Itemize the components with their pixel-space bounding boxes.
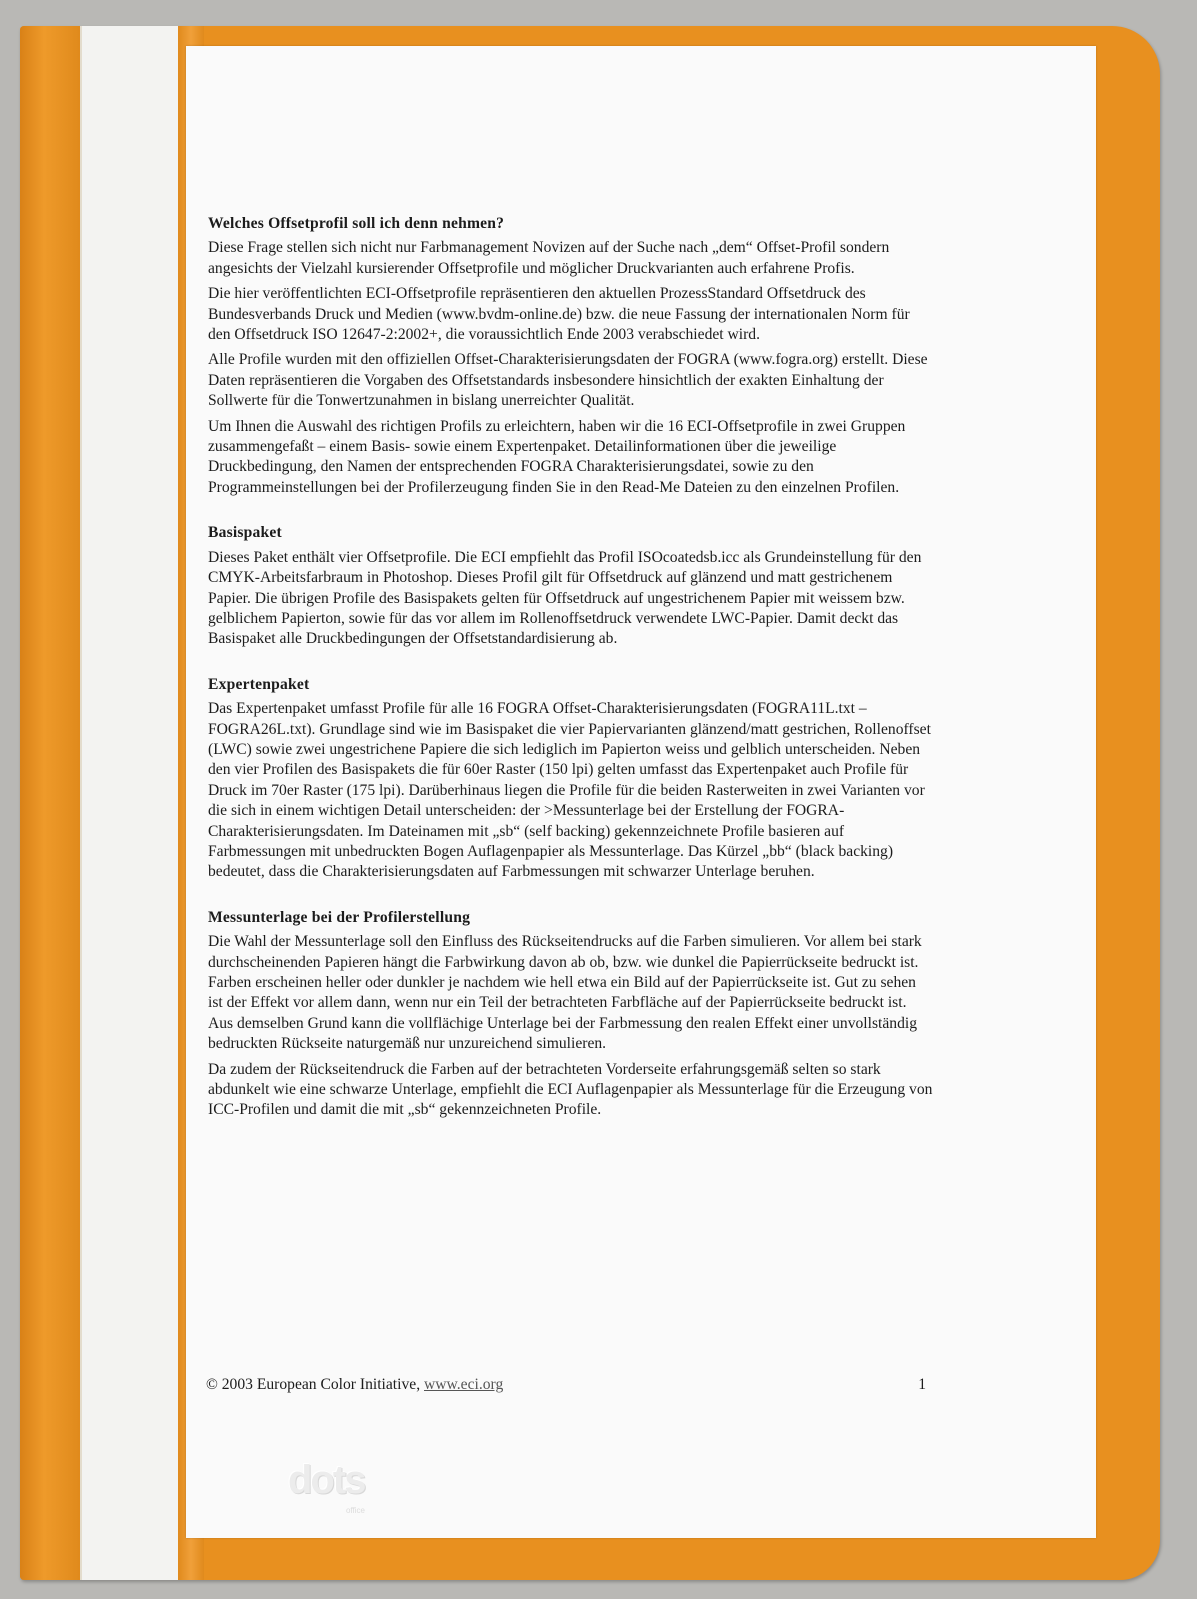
document-footer [206, 1376, 926, 1394]
document-sheet [186, 46, 1096, 1538]
paragraph: Da zudem der Rückseitendruck die Farben auf der betrachteten Vorderseite erfahrungsgemäß selten so stark abdunkelt wie eine schwarze Unterlage, empfiehlt die ECI Auflagenpapier als Messunterlage für die Erzeugung von ICC-Profilen und damit die mit „sb“ gekennzeichneten Profile. [208, 1060, 933, 1119]
section-messunterlage [208, 908, 933, 1121]
paragraph: Die hier veröffentlichten ECI-Offsetprofile repräsentieren den aktuellen ProzessStandard Offsetdruck des Bundesverbands Druck und Medien (www.bvdm-online.de) bzw. die neue Fassung der internationalen Norm für den Offsetdruck ISO 12647-2:2002+, die voraussichtlich Ende 2003 verabschiedet wird. [208, 285, 910, 344]
dots-logo-sub: office [346, 1506, 365, 1515]
section-heading: Messunterlage bei der Profilerstellung [208, 908, 471, 926]
dots-logo: dots [288, 1458, 365, 1502]
copyright-text: © 2003 European Color Initiative, [206, 1376, 424, 1393]
paragraph: Alle Profile wurden mit den offiziellen Offset-Charakterisierungsdaten der FOGRA (www.fogra.org) erstellt. Diese Daten repräsentieren die Vorgaben des Offsetstandards insbesondere hinsichtlich der exakten Einhaltung der Sollwerte für die Tonwertzunahmen in bislang unerreichter Qualität. [208, 351, 928, 410]
paragraph: Diese Frage stellen sich nicht nur Farbmanagement Novizen auf der Suche nach „dem“ Offset-Profil sondern angesichts der Vielzahl kursierender Offsetprofile und möglicher Druckvarianten auch erfahrene Profis. [208, 239, 890, 277]
folder-label-strip [80, 26, 182, 1580]
section-expertenpaket [208, 675, 933, 883]
eci-link[interactable]: www.eci.org [424, 1376, 504, 1393]
section-heading: Basispaket [208, 524, 282, 542]
folder-spine-edge [20, 26, 80, 1580]
section-basispaket [208, 523, 933, 649]
paragraph: Dieses Paket enthält vier Offsetprofile. Die ECI empfiehlt das Profil ISOcoatedsb.icc als Grundeinstellung für den CMYK-Arbeitsfarbraum in Photoshop. Dieses Profil gilt für Offsetdruck auf glänzend und matt gestrichenem Papier. Die übrigen Profile des Basispakets gelten für Offsetdruck auf ungestrichenem Papier mit weissem bzw. gelblichem Papierton, sowie für das vor allem im Rollenoffsetdruck verwendete LWC-Papier. Damit deckt das Basispaket alle Druckbedingungen der Offsetstandardisierung ab. [208, 548, 922, 648]
section-offsetprofil [208, 214, 933, 498]
section-heading: Welches Offsetprofil soll ich denn nehmen? [208, 215, 505, 232]
paragraph: Die Wahl der Messunterlage soll den Einfluss des Rückseitendrucks auf die Farben simulieren. Vor allem bei stark durchscheinenden Papieren hängt die Farbwirkung davon ab ob, bzw. wie dunkel die Papierrückseite bedruckt ist. Farben erscheinen heller oder dunkler je nachdem wie hell etwa ein Bild auf der Papierrückseite ist. Gut zu sehen ist der Effekt vor allem dann, wenn nur ein Teil der betrachteten Farbfläche auf der Papierrückseite bedruckt ist. Aus demselben Grund kann die vollflächige Unterlage bei der Farbmessung den realen Effekt einer unvollständig bedruckten Rückseite naturgemäß nur unzureichend simulieren. [208, 933, 922, 1053]
paragraph: Das Expertenpaket umfasst Profile für alle 16 FOGRA Offset-Charakterisierungsdaten (FOGRA11L.txt – FOGRA26L.txt). Grundlage sind wie im Basispaket die vier Papiervarianten glänzend/matt gestrichen, Rollenoffset (LWC) sowie zwei ungestrichene Papiere die sich lediglich im Papierton weiss und gelblich unterscheiden. Neben den vier Profilen des Basispakets die für 60er Raster (150 lpi) gelten umfasst das Expertenpaket auch Profile für Druck im 70er Raster (175 lpi). Darüberhinaus liegen die Profile für die beiden Rasterweiten in zwei Varianten vor die sich in einem wichtigen Detail unterscheiden: der >Messunterlage bei der Erstellung der FOGRA-Charakterisierungsdaten. Im Dateinamen mit „sb“ (self backing) gekennzeichnete Profile basieren auf Farbmessungen mit unbedruckten Bogen Auflagenpapier als Messunterlage. Das Kürzel „bb“ (black backing) bedeutet, dass die Charakterisierungsdaten auf Farbmessungen mit schwarzer Unterlage beruhen. [208, 700, 931, 881]
document-content [208, 214, 933, 1146]
paragraph: Um Ihnen die Auswahl des richtigen Profils zu erleichtern, haben wir die 16 ECI-Offsetprofile in zwei Gruppen zusammengefaßt – einem Basis- sowie einem Expertenpaket. Detailinformationen über die jeweilige Druckbedingung, den Namen der entsprechenden FOGRA Charakterisierungsdatei, sowie zu den Programmeinstellungen bei der Profilerzeugung finden Sie in den Read-Me Dateien zu den einzelnen Profilen. [208, 417, 906, 496]
page-number: 1 [918, 1376, 926, 1393]
section-heading: Expertenpaket [208, 675, 310, 693]
